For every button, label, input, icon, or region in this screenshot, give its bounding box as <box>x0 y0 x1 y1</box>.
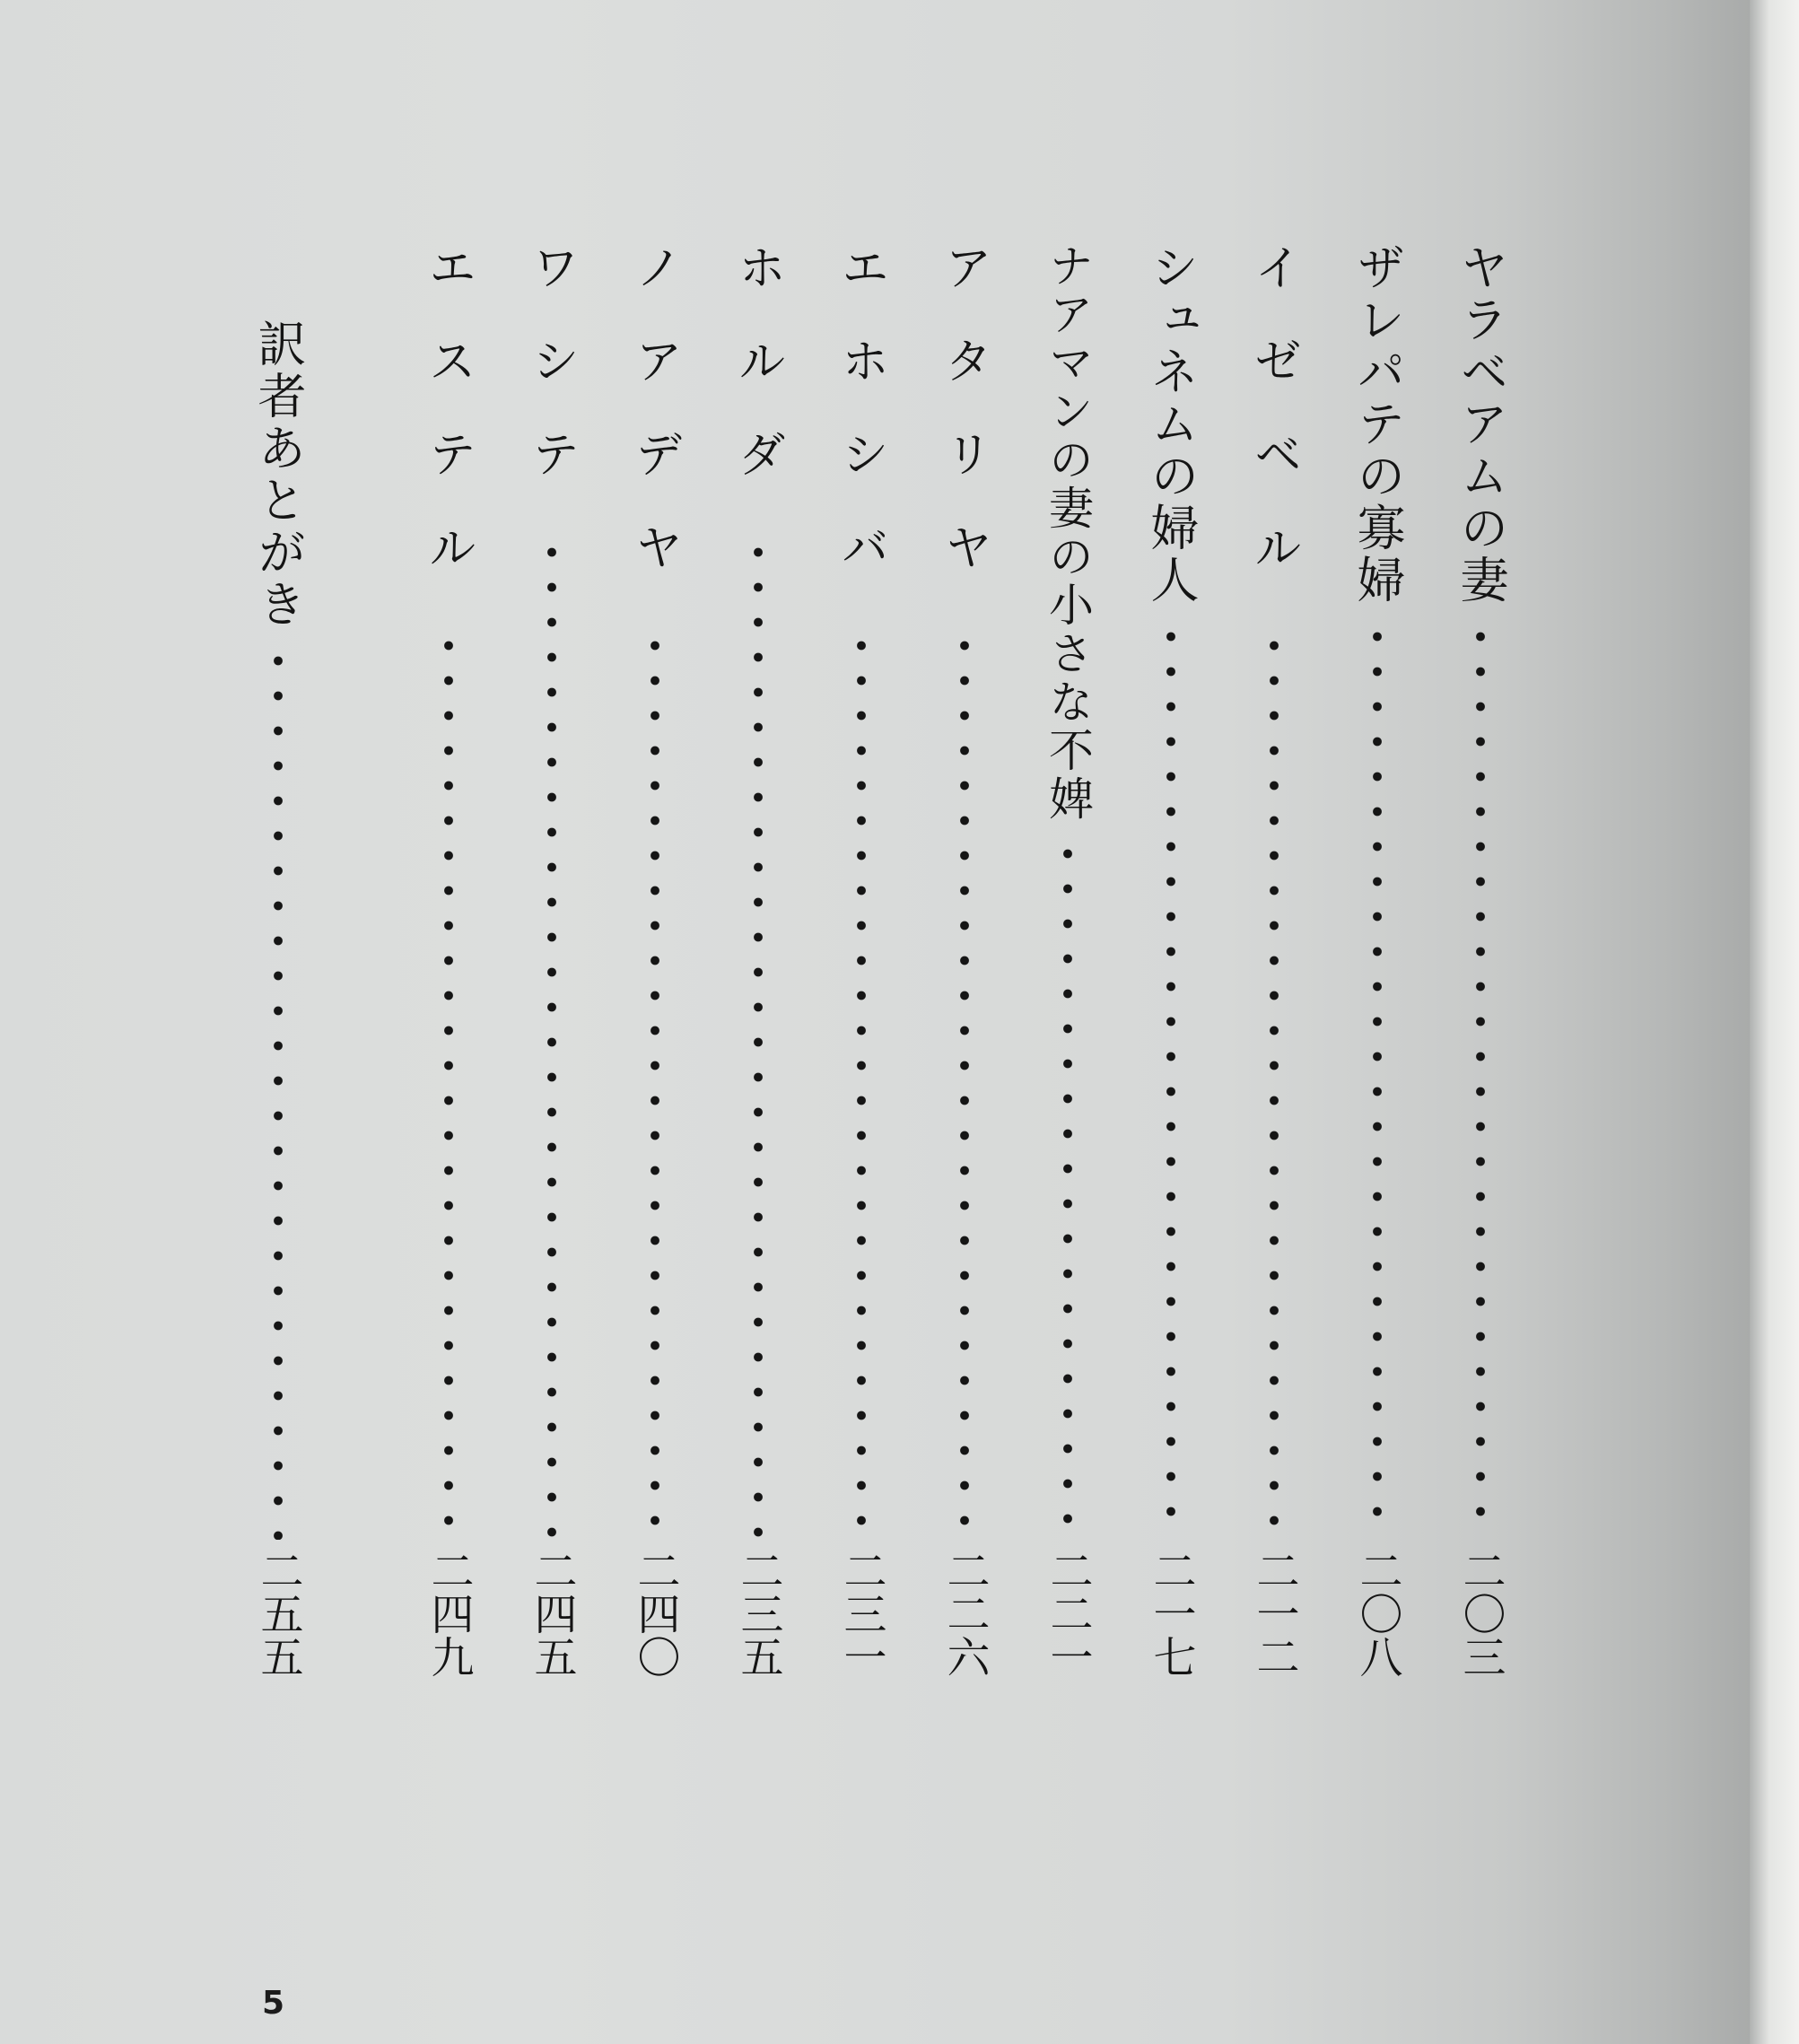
toc-entry-11 <box>417 242 480 1678</box>
toc-entry-title: アタリヤ <box>937 242 993 616</box>
toc-entry-page: 二五五 <box>253 1549 303 1678</box>
dot-leader <box>752 535 764 1540</box>
page-number: 5 <box>262 1985 285 2022</box>
toc-entry-title: ザレパテの寡婦 <box>1349 242 1406 607</box>
toc-entry-8 <box>727 242 790 1678</box>
dot-leader <box>649 628 661 1540</box>
toc-entry-title: ナアマンの妻の小さな不婢 <box>1042 242 1094 824</box>
toc-entry-3 <box>1243 242 1306 1678</box>
toc-entry-1 <box>1449 242 1512 1678</box>
toc-entry-4 <box>1140 242 1202 1678</box>
toc-entry-title: エステル <box>421 242 477 616</box>
toc-entry-7 <box>830 242 893 1678</box>
toc-entry-page: 二三一 <box>836 1549 886 1678</box>
toc-entry-title: エホシバ <box>834 242 890 616</box>
toc-entry-page: 二四九 <box>424 1549 474 1678</box>
toc-entry-page: 二二六 <box>939 1549 990 1678</box>
dot-leader <box>855 628 868 1540</box>
toc-entry-page: 二四五 <box>527 1549 577 1678</box>
dot-leader <box>1061 836 1074 1540</box>
toc-entry-page: 二四〇 <box>630 1549 680 1678</box>
page-edge <box>1750 0 1799 2044</box>
dot-leader <box>546 535 558 1540</box>
toc-entry-title: 訳者あとがき <box>250 319 307 631</box>
toc-entry-page: 二〇八 <box>1352 1549 1402 1678</box>
toc-entry-afterword <box>247 319 310 1678</box>
toc-entry-page: 二一二 <box>1249 1549 1299 1678</box>
toc-entry-6 <box>933 242 996 1678</box>
dot-leader <box>442 628 455 1540</box>
dot-leader <box>1165 619 1177 1540</box>
toc-entry-page: 二一七 <box>1146 1549 1196 1678</box>
toc-entry-page: 二三五 <box>733 1549 783 1678</box>
dot-leader <box>1268 628 1280 1540</box>
toc-entry-9 <box>624 242 686 1678</box>
dot-leader <box>1474 619 1487 1540</box>
toc-entry-title: イゼベル <box>1246 242 1303 616</box>
toc-entry-title: ノアデヤ <box>627 242 684 616</box>
toc-entry-title: シュネムの婦人 <box>1143 242 1200 607</box>
toc-entry-2 <box>1346 242 1409 1678</box>
toc-entry-title: ワシテ <box>524 242 581 522</box>
toc-entry-page: 二〇三 <box>1455 1549 1506 1678</box>
toc-entry-title: ヤラベアムの妻 <box>1453 242 1509 607</box>
dot-leader <box>1371 619 1384 1540</box>
dot-leader <box>958 628 971 1540</box>
toc-entry-page: 二二一 <box>1043 1549 1093 1678</box>
dot-leader <box>272 643 284 1540</box>
toc-entry-title: ホルダ <box>730 242 787 522</box>
toc-entry-5 <box>1036 242 1099 1678</box>
toc-entry-10 <box>520 242 583 1678</box>
